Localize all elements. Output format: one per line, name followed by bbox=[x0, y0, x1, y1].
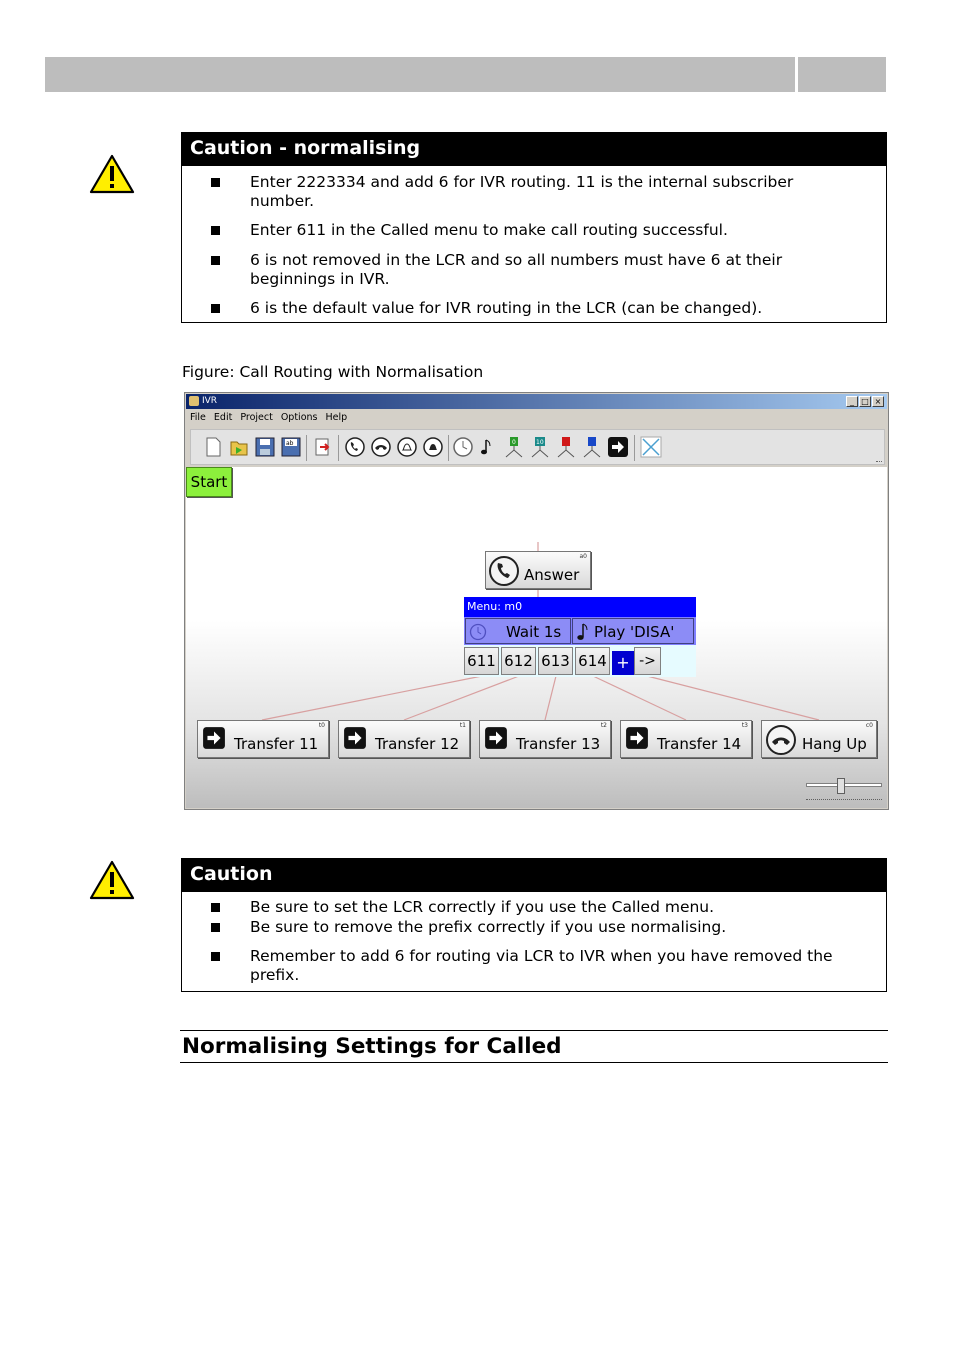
caution-item-text: 6 is the default value for IVR routing in the LCR (can be changed). bbox=[250, 299, 763, 317]
toolbar bbox=[190, 429, 885, 465]
caution-item-text: 6 is not removed in the LCR and so all numbers must have 6 at their beginnings in IVR. bbox=[250, 251, 783, 288]
toolbar-separator bbox=[448, 435, 449, 461]
caution-box-normalising bbox=[181, 132, 887, 323]
toolbar-separator bbox=[338, 435, 339, 461]
start-node[interactable]: Start bbox=[186, 467, 232, 497]
node-id: a0 bbox=[579, 553, 587, 560]
menu-options[interactable]: Options bbox=[280, 412, 318, 423]
caution-item bbox=[182, 947, 886, 985]
menubar bbox=[186, 410, 887, 426]
window-title: IVR bbox=[202, 396, 218, 406]
music-note-icon[interactable] bbox=[477, 436, 499, 458]
hang-up-phone-icon[interactable] bbox=[370, 436, 392, 458]
caution-title: Caution bbox=[182, 859, 886, 892]
section-rule bbox=[180, 1062, 888, 1063]
save-as-icon[interactable] bbox=[280, 436, 302, 458]
connector-line bbox=[262, 676, 482, 720]
node-id: t0 bbox=[318, 722, 325, 729]
node-id: t1 bbox=[459, 722, 466, 729]
transfer-teal-icon[interactable] bbox=[529, 436, 551, 458]
figure-caption: Figure: Call Routing with Normalisation bbox=[182, 363, 484, 381]
svg-text:10: 10 bbox=[536, 439, 544, 446]
bullet-icon bbox=[211, 903, 220, 912]
node-label: Transfer 11 bbox=[234, 735, 319, 753]
node-label: Transfer 14 bbox=[657, 735, 742, 753]
arrow-right-icon bbox=[484, 726, 508, 750]
transfer-red-icon[interactable] bbox=[555, 436, 577, 458]
menu-actions bbox=[464, 617, 696, 645]
warning-icon bbox=[89, 154, 135, 194]
connector-line bbox=[404, 676, 519, 720]
add-key-button[interactable]: + bbox=[612, 651, 634, 675]
node-id: t2 bbox=[600, 722, 607, 729]
menu-key-613[interactable]: 613 bbox=[538, 647, 573, 675]
transfer-green-icon[interactable] bbox=[503, 436, 525, 458]
caution-item bbox=[182, 251, 886, 289]
play-label: Play 'DISA' bbox=[594, 623, 675, 641]
caution-item-text: Remember to add 6 for routing via LCR to IVR when you have removed the prefix. bbox=[250, 947, 833, 984]
bullet-icon bbox=[211, 952, 220, 961]
menu-node[interactable] bbox=[464, 597, 696, 677]
caution-item bbox=[182, 221, 886, 240]
zoom-slider[interactable] bbox=[806, 778, 882, 802]
caution-item-text: Be sure to remove the prefix correctly if you use normalising. bbox=[250, 918, 727, 936]
slider-ticks bbox=[806, 796, 882, 800]
minimize-button[interactable]: _ bbox=[846, 396, 858, 407]
caution-item bbox=[182, 918, 886, 937]
bullet-icon bbox=[211, 304, 220, 313]
transfer-node[interactable] bbox=[479, 720, 611, 758]
menu-help[interactable]: Help bbox=[325, 412, 348, 423]
ivr-canvas bbox=[186, 467, 887, 808]
node-label: Answer bbox=[524, 566, 580, 584]
bullet-icon bbox=[211, 923, 220, 932]
transfer-node[interactable] bbox=[338, 720, 470, 758]
answer-phone-icon bbox=[488, 555, 520, 587]
arrow-right-icon bbox=[625, 726, 649, 750]
section-heading: Normalising Settings for Called bbox=[182, 1034, 562, 1059]
bullet-icon bbox=[211, 226, 220, 235]
transfer-blue-icon[interactable] bbox=[581, 436, 603, 458]
hang-up-phone-icon bbox=[765, 724, 797, 756]
section-rule bbox=[180, 1030, 888, 1031]
caution-list bbox=[182, 166, 886, 318]
page-number-box bbox=[798, 57, 886, 92]
window-titlebar bbox=[186, 394, 887, 409]
music-note-icon bbox=[575, 622, 591, 642]
svg-text:0: 0 bbox=[512, 439, 516, 446]
caution-item bbox=[182, 898, 886, 917]
arrow-right-icon[interactable] bbox=[607, 436, 629, 458]
connector-line bbox=[545, 676, 556, 720]
open-folder-icon[interactable] bbox=[228, 436, 250, 458]
clock-icon[interactable] bbox=[452, 436, 474, 458]
caution-title: Caution - normalising bbox=[182, 133, 886, 166]
arrow-right-icon bbox=[202, 726, 226, 750]
toolbar-separator bbox=[634, 435, 635, 461]
next-key-button[interactable]: -> bbox=[634, 647, 661, 675]
svg-text:ab: ab bbox=[286, 440, 294, 447]
menu-key-612[interactable]: 612 bbox=[501, 647, 536, 675]
maximize-button[interactable]: □ bbox=[859, 396, 871, 407]
bullet-icon bbox=[211, 178, 220, 187]
hang-up-node[interactable] bbox=[761, 720, 877, 758]
node-id: t3 bbox=[741, 722, 748, 729]
node-label: Transfer 12 bbox=[375, 735, 460, 753]
clock-icon bbox=[469, 623, 487, 641]
window-controls bbox=[846, 396, 884, 407]
menu-key-614[interactable]: 614 bbox=[575, 647, 610, 675]
menu-project[interactable]: Project bbox=[240, 412, 273, 423]
caution-item-text: Enter 2223334 and add 6 for IVR routing. 11 is the internal subscriber number. bbox=[250, 173, 794, 210]
menu-header: Menu: m0 bbox=[464, 597, 696, 617]
exit-icon[interactable] bbox=[312, 436, 334, 458]
app-icon bbox=[189, 396, 199, 406]
new-file-icon[interactable] bbox=[202, 436, 224, 458]
alarm-bell-icon[interactable] bbox=[422, 436, 444, 458]
arrange-icon[interactable] bbox=[640, 436, 662, 458]
close-button[interactable]: × bbox=[872, 396, 884, 407]
caution-item-text: Be sure to set the LCR correctly if you use the Called menu. bbox=[250, 898, 715, 916]
node-id: c0 bbox=[865, 722, 873, 729]
bell-icon[interactable] bbox=[396, 436, 418, 458]
toolbar-grip[interactable] bbox=[876, 454, 882, 462]
arrow-right-icon bbox=[343, 726, 367, 750]
answer-node[interactable] bbox=[485, 551, 591, 589]
node-label: Hang Up bbox=[802, 735, 867, 753]
menu-file[interactable]: File bbox=[190, 412, 206, 423]
caution-item bbox=[182, 173, 886, 211]
node-label: Transfer 13 bbox=[516, 735, 601, 753]
ivr-window bbox=[184, 392, 889, 810]
caution-list bbox=[182, 892, 886, 985]
wait-action[interactable] bbox=[465, 618, 571, 644]
answer-phone-icon[interactable] bbox=[344, 436, 366, 458]
toolbar-separator bbox=[306, 435, 307, 461]
transfer-node[interactable] bbox=[197, 720, 329, 758]
save-icon[interactable] bbox=[254, 436, 276, 458]
slider-thumb[interactable] bbox=[837, 778, 845, 794]
menu-key-611[interactable]: 611 bbox=[464, 647, 499, 675]
bullet-icon bbox=[211, 256, 220, 265]
caution-item bbox=[182, 299, 886, 318]
wait-label: Wait 1s bbox=[506, 623, 562, 641]
warning-icon bbox=[89, 860, 135, 900]
play-action[interactable] bbox=[572, 618, 694, 644]
transfer-node[interactable] bbox=[620, 720, 752, 758]
caution-item-text: Enter 611 in the Called menu to make call routing successful. bbox=[250, 221, 728, 239]
menu-edit[interactable]: Edit bbox=[213, 412, 233, 423]
page-header-bar bbox=[45, 57, 795, 92]
caution-box-general bbox=[181, 858, 887, 992]
